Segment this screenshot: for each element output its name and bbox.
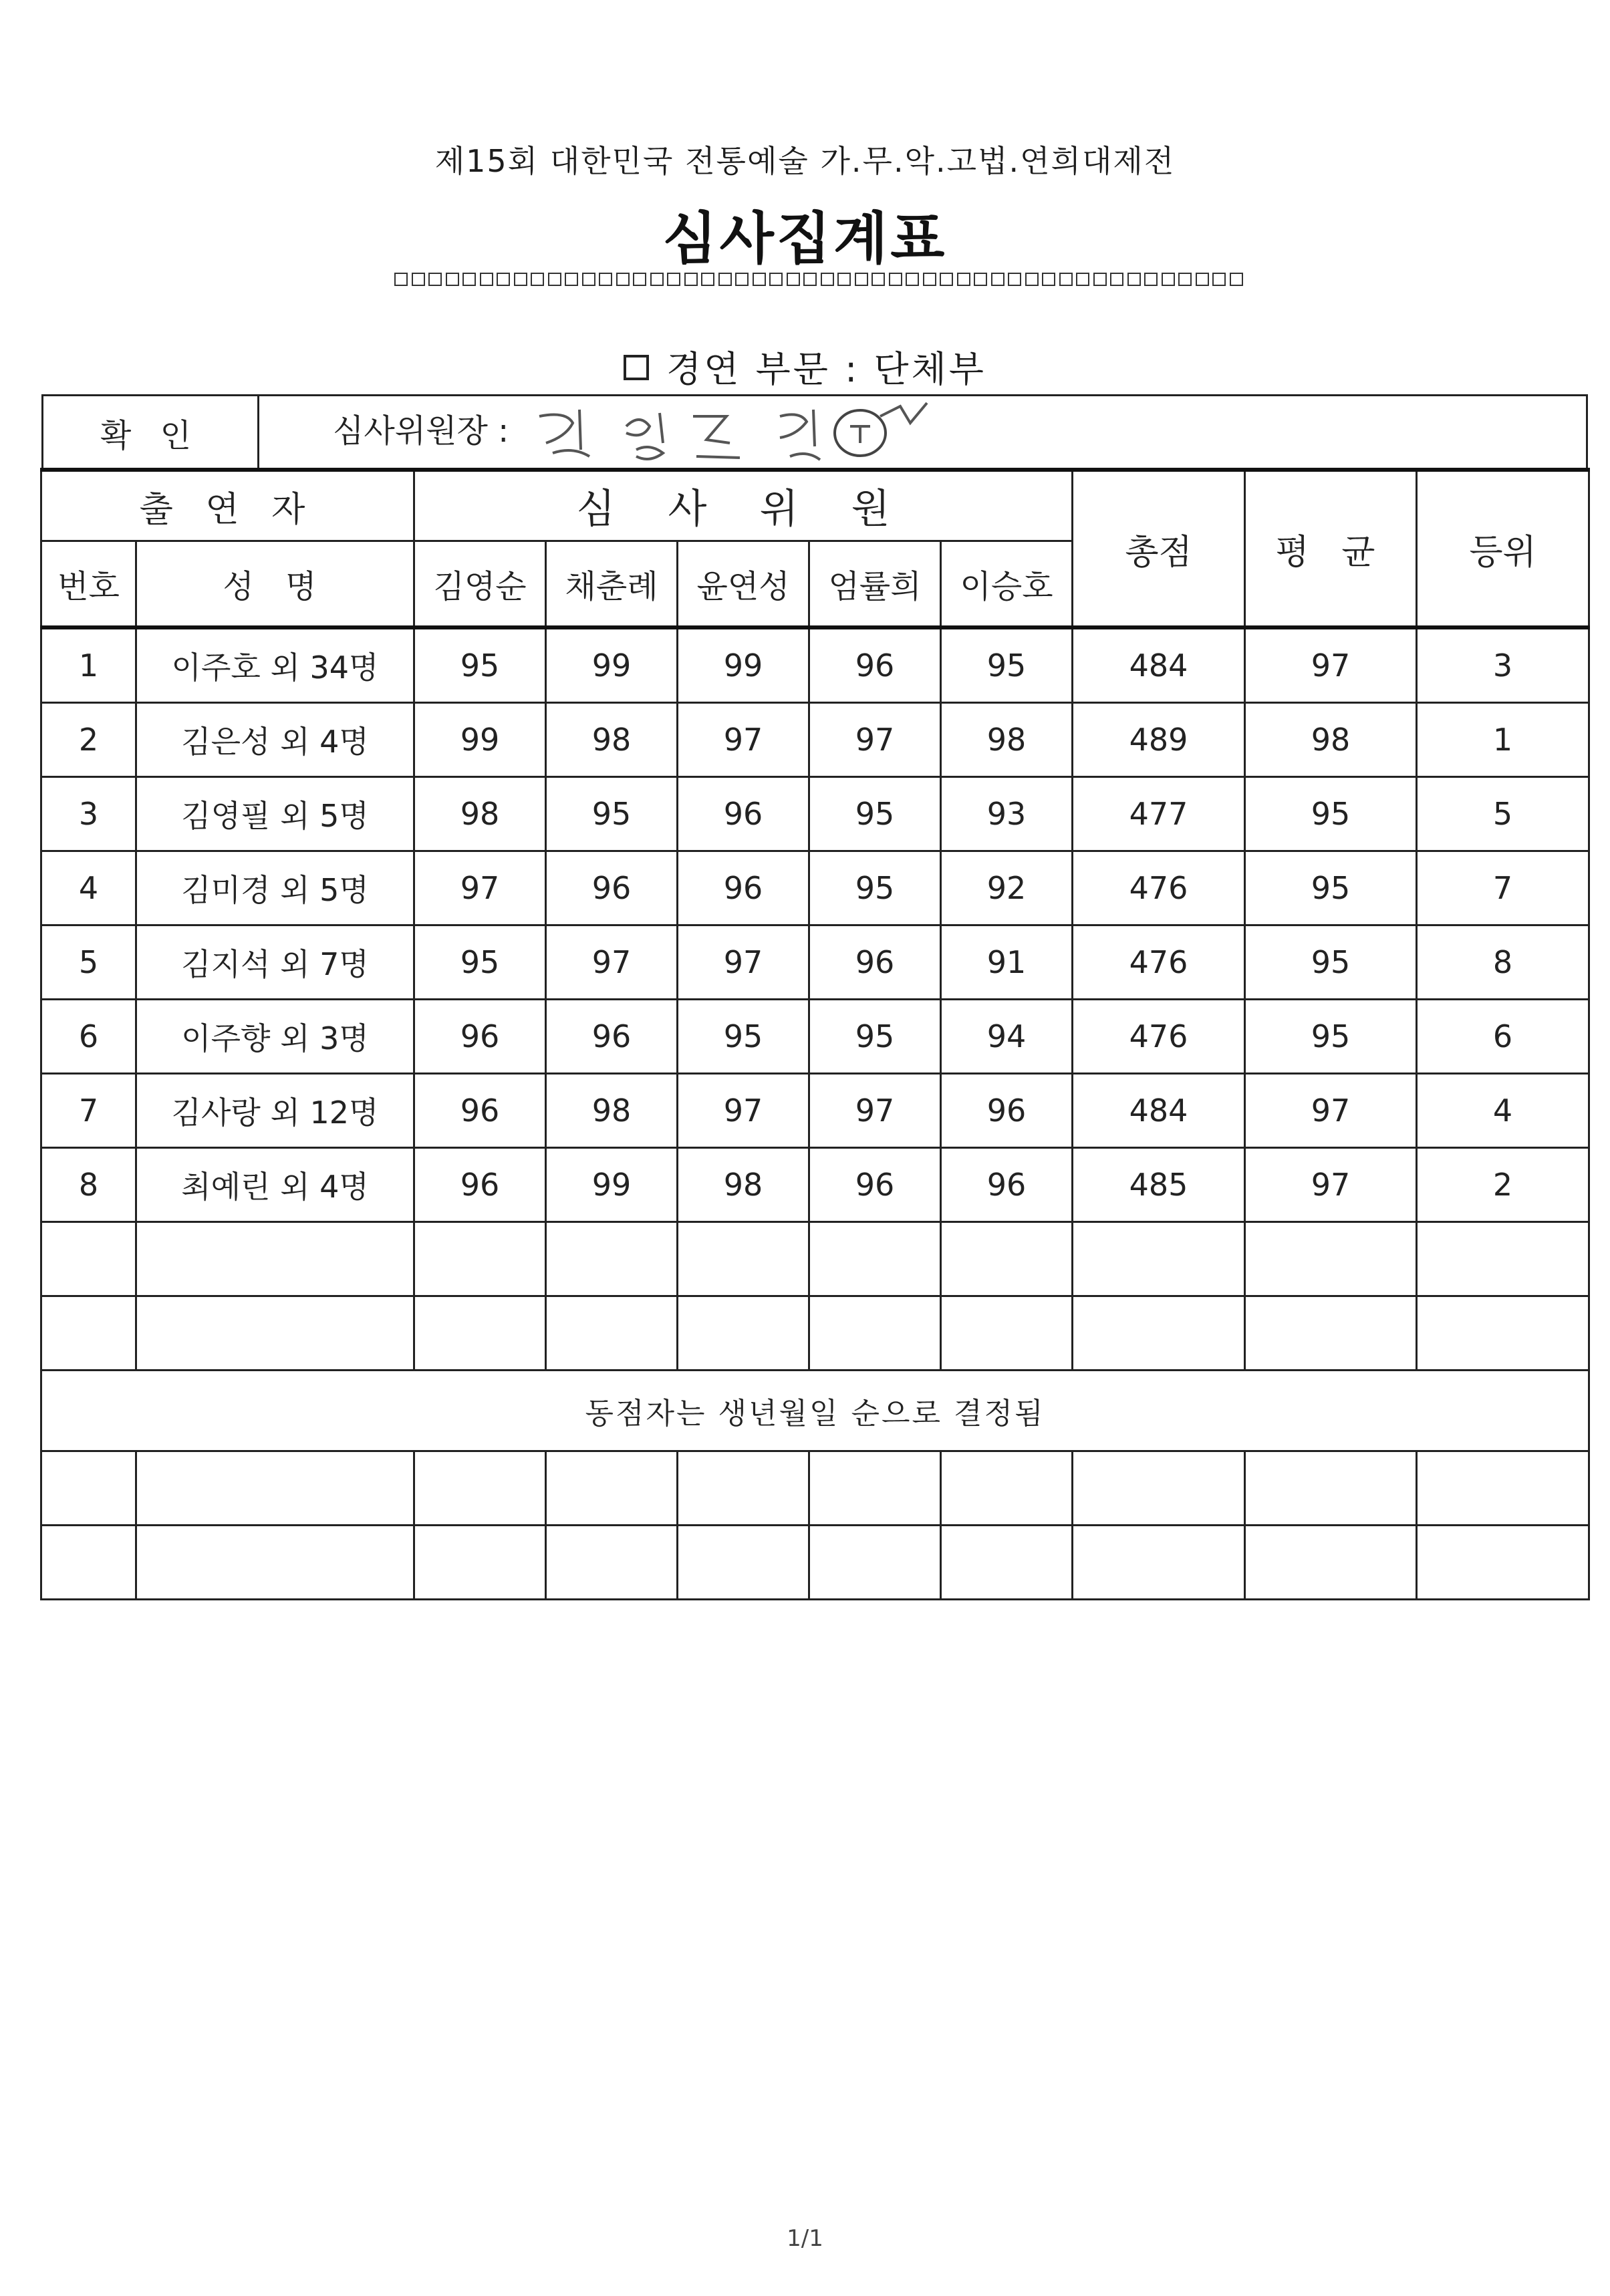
rank-cell: 6	[1417, 1000, 1589, 1074]
contest-subtitle: 제15회 대한민국 전통예술 가.무.악.고법.연희대제전	[434, 143, 1176, 179]
decorative-square	[599, 273, 612, 286]
checkbox-icon	[624, 355, 649, 380]
performer-name: 이주호 외 34명	[136, 627, 414, 703]
row-number: 4	[41, 851, 136, 925]
handwritten-signature	[526, 396, 954, 470]
empty-cell	[136, 1222, 414, 1296]
average-cell: 95	[1245, 777, 1417, 851]
empty-cell	[414, 1526, 546, 1600]
empty-cell	[1417, 1296, 1589, 1371]
decorative-square	[565, 273, 578, 286]
empty-cell	[809, 1526, 941, 1600]
decorative-square	[531, 273, 544, 286]
rank-cell: 5	[1417, 777, 1589, 851]
empty-row	[41, 1451, 1589, 1526]
confirmation-table	[41, 394, 1588, 471]
empty-cell	[1245, 1526, 1417, 1600]
decorative-square	[787, 273, 800, 286]
rank-cell: 7	[1417, 851, 1589, 925]
empty-cell	[809, 1451, 941, 1526]
row-number: 5	[41, 925, 136, 1000]
score-cell: 98	[546, 703, 678, 777]
empty-cell	[546, 1451, 678, 1526]
decorative-square	[837, 273, 851, 286]
decorative-square	[412, 273, 425, 286]
score-cell: 95	[678, 1000, 809, 1074]
empty-cell	[414, 1222, 546, 1296]
decorative-square	[1144, 273, 1158, 286]
decorative-square	[446, 273, 459, 286]
score-cell: 96	[678, 777, 809, 851]
score-cell: 97	[678, 703, 809, 777]
decorative-square	[701, 273, 714, 286]
decorative-square	[650, 273, 664, 286]
row-number: 3	[41, 777, 136, 851]
total-cell: 485	[1073, 1148, 1245, 1222]
performer-name: 최예린 외 4명	[136, 1148, 414, 1222]
score-cell: 98	[414, 777, 546, 851]
total-cell: 477	[1073, 777, 1245, 851]
decorative-square	[957, 273, 970, 286]
average-cell: 97	[1245, 627, 1417, 703]
empty-cell	[678, 1526, 809, 1600]
total-cell: 489	[1073, 703, 1245, 777]
rank-cell: 2	[1417, 1148, 1589, 1222]
empty-row	[41, 1526, 1589, 1600]
decorative-square	[514, 273, 527, 286]
rank-cell: 8	[1417, 925, 1589, 1000]
score-cell: 95	[809, 777, 941, 851]
average-cell: 95	[1245, 1000, 1417, 1074]
document-title: 심사집계표	[662, 206, 948, 271]
score-cell: 93	[941, 777, 1073, 851]
division-line	[0, 341, 1610, 392]
total-cell: 476	[1073, 925, 1245, 1000]
judge-name-header: 채춘례	[546, 541, 678, 628]
decorative-square	[889, 273, 902, 286]
decorative-square	[497, 273, 510, 286]
score-cell: 99	[678, 627, 809, 703]
decorative-square	[633, 273, 646, 286]
decorative-square	[1196, 273, 1209, 286]
performer-name: 김영필 외 5명	[136, 777, 414, 851]
score-cell: 94	[941, 1000, 1073, 1074]
judge-name-header: 윤연성	[678, 541, 809, 628]
performer-name: 이주향 외 3명	[136, 1000, 414, 1074]
decorative-square	[735, 273, 749, 286]
decorative-square	[616, 273, 630, 286]
total-cell: 476	[1073, 1000, 1245, 1074]
table-row	[41, 1074, 1589, 1148]
average-cell: 95	[1245, 851, 1417, 925]
decorative-square	[1059, 273, 1073, 286]
score-cell: 99	[546, 1148, 678, 1222]
decorative-square	[1110, 273, 1123, 286]
score-cell: 96	[941, 1148, 1073, 1222]
decorative-square	[1025, 273, 1039, 286]
score-cell: 98	[546, 1074, 678, 1148]
score-cell: 96	[941, 1074, 1073, 1148]
average-cell: 95	[1245, 925, 1417, 1000]
empty-cell	[41, 1222, 136, 1296]
score-table	[40, 468, 1590, 1600]
decorative-square	[940, 273, 953, 286]
empty-cell	[1417, 1526, 1589, 1600]
empty-cell	[41, 1526, 136, 1600]
table-row	[41, 925, 1589, 1000]
empty-cell	[546, 1222, 678, 1296]
judges-header: 심 사 위 원	[414, 470, 1073, 541]
decorative-square	[871, 273, 885, 286]
empty-row	[41, 1296, 1589, 1371]
score-cell: 96	[809, 627, 941, 703]
total-cell: 476	[1073, 851, 1245, 925]
empty-cell	[941, 1222, 1073, 1296]
confirm-label: 확 인	[43, 396, 259, 470]
empty-cell	[414, 1296, 546, 1371]
table-row	[41, 703, 1589, 777]
score-cell: 99	[414, 703, 546, 777]
empty-cell	[678, 1222, 809, 1296]
decorative-square	[1076, 273, 1089, 286]
empty-cell	[136, 1451, 414, 1526]
empty-cell	[1245, 1222, 1417, 1296]
score-cell: 96	[414, 1000, 546, 1074]
name-header: 성 명	[136, 541, 414, 628]
total-cell: 484	[1073, 627, 1245, 703]
decorative-square	[548, 273, 561, 286]
average-header: 평 균	[1245, 470, 1417, 627]
empty-cell	[1073, 1451, 1245, 1526]
decorative-square	[1162, 273, 1175, 286]
empty-cell	[678, 1296, 809, 1371]
decorative-square	[1127, 273, 1141, 286]
score-cell: 95	[414, 627, 546, 703]
performer-name: 김사랑 외 12명	[136, 1074, 414, 1148]
table-row	[41, 777, 1589, 851]
decorative-square	[428, 273, 442, 286]
score-cell: 96	[414, 1148, 546, 1222]
empty-cell	[546, 1526, 678, 1600]
decorative-square	[1178, 273, 1192, 286]
judge-name-header: 김영순	[414, 541, 546, 628]
decorative-square	[991, 273, 1004, 286]
total-header: 총점	[1073, 470, 1245, 627]
decorative-square	[667, 273, 680, 286]
empty-cell	[1245, 1451, 1417, 1526]
performer-name: 김미경 외 5명	[136, 851, 414, 925]
decorative-square	[1212, 273, 1226, 286]
total-cell: 484	[1073, 1074, 1245, 1148]
score-cell: 97	[678, 1074, 809, 1148]
row-number: 2	[41, 703, 136, 777]
rank-cell: 1	[1417, 703, 1589, 777]
score-cell: 97	[809, 1074, 941, 1148]
empty-cell	[809, 1222, 941, 1296]
row-number: 7	[41, 1074, 136, 1148]
table-row	[41, 627, 1589, 703]
decorative-square	[803, 273, 817, 286]
empty-cell	[1073, 1526, 1245, 1600]
score-cell: 92	[941, 851, 1073, 925]
decorative-square	[582, 273, 595, 286]
decorative-square	[684, 273, 698, 286]
empty-cell	[941, 1296, 1073, 1371]
empty-cell	[414, 1451, 546, 1526]
empty-cell	[941, 1526, 1073, 1600]
decorative-square	[974, 273, 987, 286]
empty-cell	[546, 1296, 678, 1371]
score-cell: 97	[414, 851, 546, 925]
decorative-square	[1008, 273, 1021, 286]
score-cell: 96	[414, 1074, 546, 1148]
decorative-square	[1042, 273, 1055, 286]
empty-cell	[1073, 1222, 1245, 1296]
empty-cell	[136, 1526, 414, 1600]
empty-cell	[41, 1451, 136, 1526]
decorative-square	[480, 273, 493, 286]
chief-judge-label: 심사위원장 :	[333, 412, 509, 450]
score-cell: 97	[678, 925, 809, 1000]
judge-name-header: 이승호	[941, 541, 1073, 628]
empty-cell	[1417, 1451, 1589, 1526]
rank-cell: 3	[1417, 627, 1589, 703]
score-cell: 91	[941, 925, 1073, 1000]
score-cell: 97	[809, 703, 941, 777]
row-number: 8	[41, 1148, 136, 1222]
rank-header: 등위	[1417, 470, 1589, 627]
division-label: 경연 부문 : 단체부	[666, 348, 986, 390]
score-cell: 95	[414, 925, 546, 1000]
decorative-square	[923, 273, 936, 286]
decorative-square	[462, 273, 476, 286]
tie-break-note: 동점자는 생년월일 순으로 결정됨	[41, 1371, 1589, 1451]
decorative-square	[394, 273, 408, 286]
row-number: 6	[41, 1000, 136, 1074]
table-row	[41, 1000, 1589, 1074]
average-cell: 97	[1245, 1074, 1417, 1148]
decorative-square	[1230, 273, 1243, 286]
empty-cell	[941, 1451, 1073, 1526]
performer-name: 김지석 외 7명	[136, 925, 414, 1000]
number-header: 번호	[41, 541, 136, 628]
score-cell: 98	[678, 1148, 809, 1222]
empty-cell	[1417, 1222, 1589, 1296]
empty-cell	[136, 1296, 414, 1371]
score-cell: 96	[546, 851, 678, 925]
empty-row	[41, 1222, 1589, 1296]
score-cell: 99	[546, 627, 678, 703]
score-cell: 95	[941, 627, 1073, 703]
empty-cell	[678, 1451, 809, 1526]
average-cell: 97	[1245, 1148, 1417, 1222]
empty-cell	[1073, 1296, 1245, 1371]
decorative-square	[855, 273, 868, 286]
table-row	[41, 1148, 1589, 1222]
score-cell: 97	[546, 925, 678, 1000]
decorative-square	[906, 273, 919, 286]
decorative-square	[821, 273, 834, 286]
score-cell: 95	[809, 1000, 941, 1074]
empty-cell	[1245, 1296, 1417, 1371]
score-cell: 95	[546, 777, 678, 851]
score-cell: 95	[809, 851, 941, 925]
score-cell: 96	[678, 851, 809, 925]
decorative-square	[718, 273, 732, 286]
decorative-square	[769, 273, 783, 286]
rank-cell: 4	[1417, 1074, 1589, 1148]
judge-name-header: 엄률희	[809, 541, 941, 628]
row-number: 1	[41, 627, 136, 703]
decorative-square	[753, 273, 766, 286]
page-number: 1/1	[787, 2225, 823, 2252]
score-cell: 96	[546, 1000, 678, 1074]
score-cell: 98	[941, 703, 1073, 777]
decorative-box-row	[394, 273, 1243, 293]
empty-cell	[809, 1296, 941, 1371]
performer-header: 출 연 자	[41, 470, 414, 541]
decorative-square	[1093, 273, 1107, 286]
score-cell: 96	[809, 925, 941, 1000]
average-cell: 98	[1245, 703, 1417, 777]
empty-cell	[41, 1296, 136, 1371]
performer-name: 김은성 외 4명	[136, 703, 414, 777]
chief-judge-cell	[259, 396, 1587, 470]
score-cell: 96	[809, 1148, 941, 1222]
table-row	[41, 851, 1589, 925]
